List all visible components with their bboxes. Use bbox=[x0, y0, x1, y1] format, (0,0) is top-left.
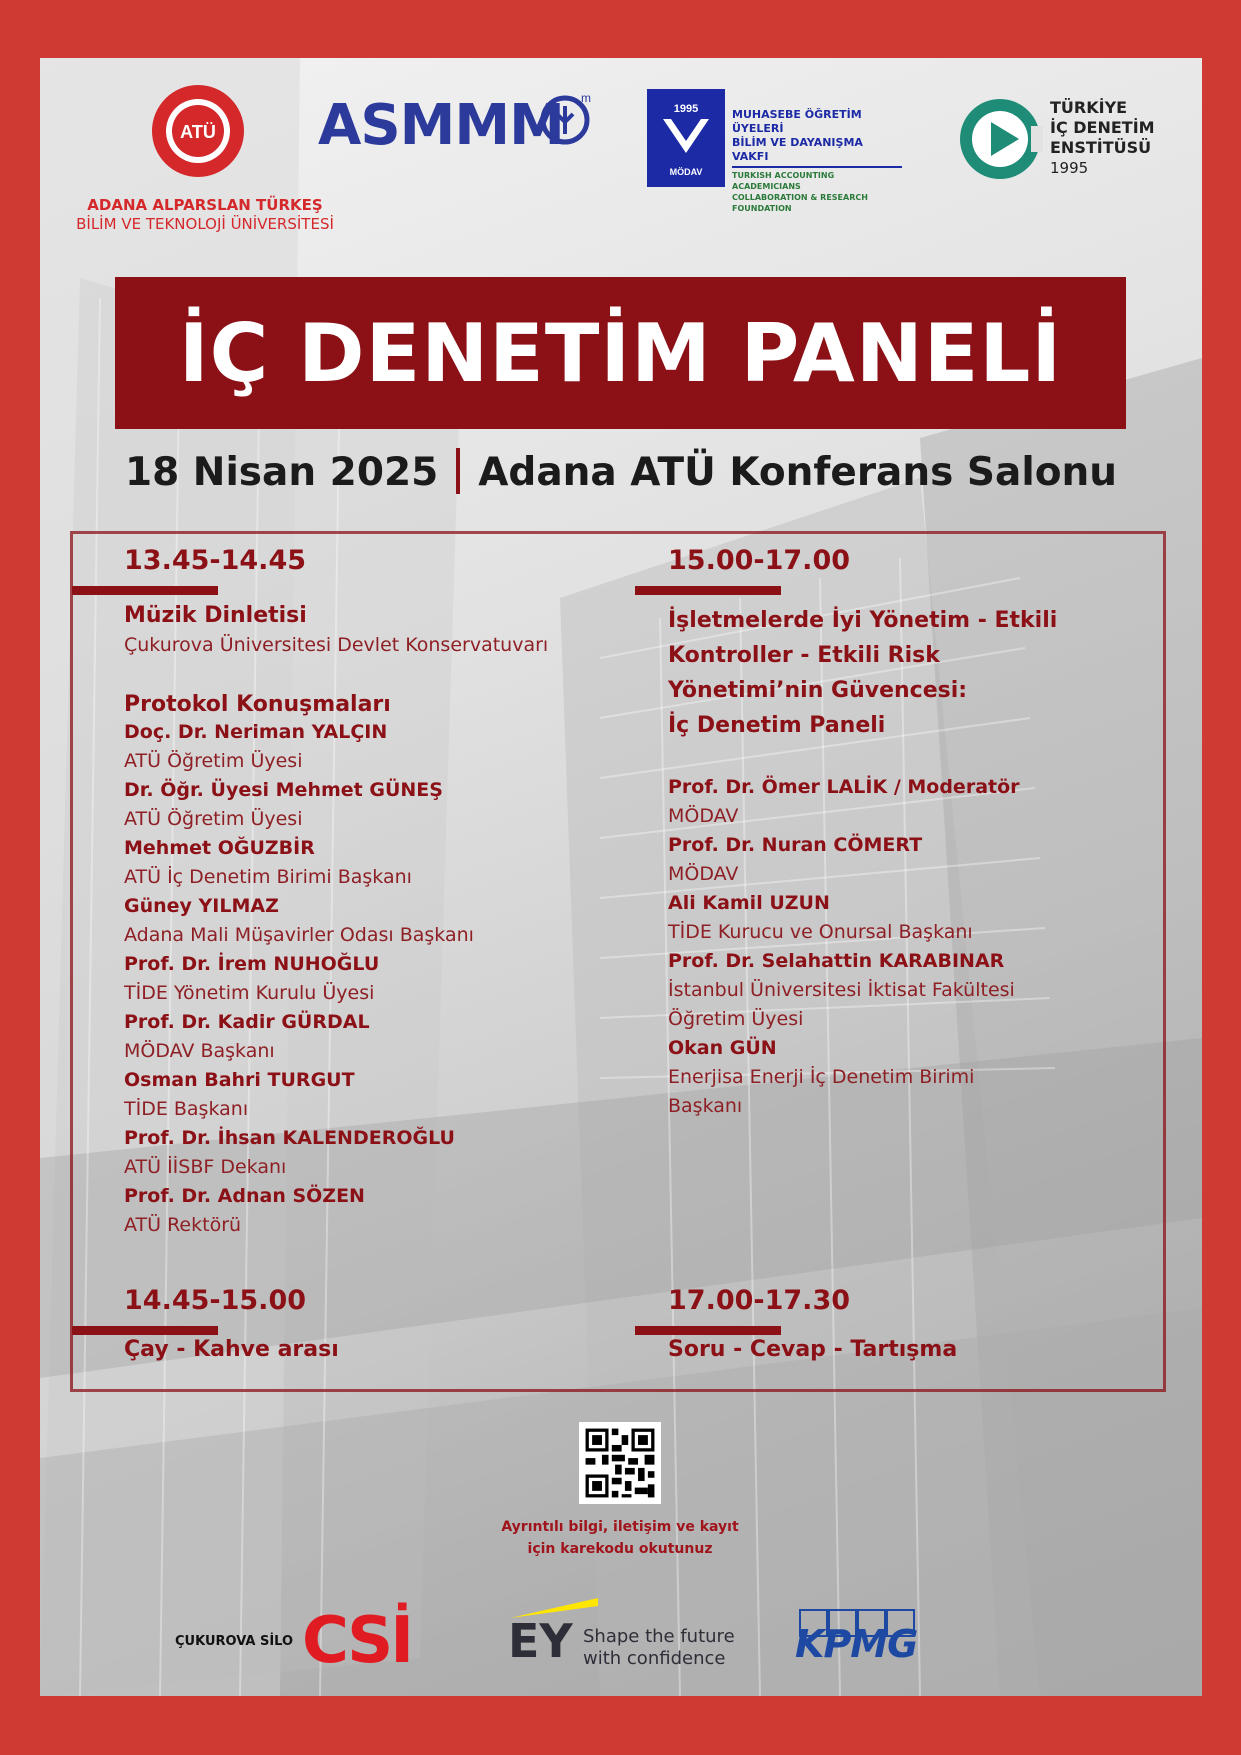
modav-abbr: MÖDAV bbox=[669, 167, 703, 177]
event-venue: Adana ATÜ Konferans Salonu bbox=[478, 450, 1118, 495]
qr-code-icon[interactable] bbox=[579, 1422, 661, 1504]
speaker-name: Doç. Dr. Neriman YALÇIN bbox=[124, 721, 388, 743]
slot-time-3: 14.45-15.00 bbox=[124, 1285, 307, 1316]
speaker-role: ATÜ İç Denetim Birimi Başkanı bbox=[124, 866, 412, 888]
speaker-name: Prof. Dr. İhsan KALENDEROĞLU bbox=[124, 1127, 455, 1149]
speaker-name: Dr. Öğr. Üyesi Mehmet GÜNEŞ bbox=[124, 779, 443, 801]
modav-logo bbox=[647, 89, 725, 187]
panel-title-line: İç Denetim Paneli bbox=[668, 713, 886, 738]
panelist-role: MÖDAV bbox=[668, 805, 739, 827]
speaker-role: TİDE Yönetim Kurulu Üyesi bbox=[124, 982, 375, 1004]
tide-logo-icon bbox=[957, 96, 1043, 182]
csi-logo: CSİ bbox=[302, 1604, 412, 1678]
slot-underline-1 bbox=[72, 586, 218, 595]
protocol-column bbox=[124, 603, 644, 1240]
slot-underline-3 bbox=[72, 1326, 218, 1335]
modav-en-line1: TURKISH ACCOUNTING ACADEMICIANS bbox=[732, 171, 835, 191]
atu-logo bbox=[150, 83, 246, 179]
slot-time-4: 17.00-17.30 bbox=[668, 1285, 851, 1316]
protocol-speaker-list bbox=[124, 718, 644, 1240]
music-title: Müzik Dinletisi bbox=[124, 603, 307, 628]
speaker-role: ATÜ Rektörü bbox=[124, 1214, 242, 1236]
qr-caption-line2: için karekodu okutunuz bbox=[527, 1541, 713, 1557]
speaker-name: Prof. Dr. Kadir GÜRDAL bbox=[124, 1011, 370, 1033]
slot-underline-2 bbox=[635, 586, 781, 595]
panel-title-line: Kontroller - Etkili Risk bbox=[668, 643, 940, 668]
slot-underline-4 bbox=[635, 1326, 781, 1335]
sponsor-logos bbox=[40, 1598, 1202, 1688]
panel-title-line: İşletmelerde İyi Yönetim - Etkili bbox=[668, 608, 1058, 633]
music-performer: Çukurova Üniversitesi Devlet Konservatuvarı bbox=[124, 634, 549, 656]
qr-caption bbox=[420, 1516, 820, 1560]
break-label: Çay - Kahve arası bbox=[124, 1337, 339, 1362]
panelist-role: MÖDAV bbox=[668, 863, 739, 885]
panel-column bbox=[668, 603, 1128, 1121]
event-date-venue bbox=[40, 450, 1202, 498]
speaker-name: Mehmet OĞUZBİR bbox=[124, 837, 315, 859]
protocol-title: Protokol Konuşmaları bbox=[124, 692, 391, 717]
speaker-role: ATÜ İİSBF Dekanı bbox=[124, 1156, 287, 1178]
csi-prefix: ÇUKUROVA SİLO bbox=[175, 1634, 294, 1649]
modav-tr-line2: BİLİM VE DAYANIŞMA VAKFI bbox=[732, 136, 863, 163]
modav-mark-icon bbox=[661, 117, 711, 157]
speaker-name: Prof. Dr. Adnan SÖZEN bbox=[124, 1185, 365, 1207]
ey-logo: EY bbox=[508, 1614, 573, 1668]
speaker-role: Adana Mali Müşavirler Odası Başkanı bbox=[124, 924, 474, 946]
atu-name-line1: ADANA ALPARSLAN TÜRKEŞ bbox=[87, 196, 323, 214]
panelist-name: Prof. Dr. Ömer LALİK / Moderatör bbox=[668, 776, 1020, 798]
speaker-name: Osman Bahri TURGUT bbox=[124, 1069, 355, 1091]
qa-label: Soru - Cevap - Tartışma bbox=[668, 1337, 958, 1362]
modav-en-line2: COLLABORATION & RESEARCH FOUNDATION bbox=[732, 193, 868, 213]
panelist-name: Prof. Dr. Selahattin KARABINAR bbox=[668, 950, 1005, 972]
qr-caption-line1: Ayrıntılı bilgi, iletişim ve kayıt bbox=[501, 1519, 739, 1535]
panelist-role: Enerjisa Enerji İç Denetim Birimi Başkanı bbox=[668, 1066, 975, 1117]
speaker-role: ATÜ Öğretim Üyesi bbox=[124, 750, 303, 772]
speaker-name: Güney YILMAZ bbox=[124, 895, 279, 917]
asmmmo-logo: ASMMM bbox=[318, 93, 564, 158]
panelist-role: TİDE Kurucu ve Onursal Başkanı bbox=[668, 921, 973, 943]
modav-tr-line1: MUHASEBE ÖĞRETİM ÜYELERİ bbox=[732, 108, 862, 135]
panelist-name: Ali Kamil UZUN bbox=[668, 892, 830, 914]
modav-year: 1995 bbox=[673, 103, 699, 115]
panelist-name: Okan GÜN bbox=[668, 1037, 777, 1059]
tide-line1: TÜRKİYE bbox=[1050, 98, 1128, 117]
tide-line2: İÇ DENETİM bbox=[1050, 118, 1155, 137]
tide-year: 1995 bbox=[1050, 159, 1089, 177]
speaker-role: TİDE Başkanı bbox=[124, 1098, 249, 1120]
panelist-role: İstanbul Üniversitesi İktisat Fakültesi Öğretim Üyesi bbox=[668, 979, 1015, 1030]
panelist-name: Prof. Dr. Nuran CÖMERT bbox=[668, 834, 923, 856]
svg-text:m: m bbox=[581, 91, 591, 105]
poster bbox=[40, 58, 1202, 1696]
atu-name-line2: BİLİM VE TEKNOLOJİ ÜNİVERSİTESİ bbox=[76, 215, 334, 233]
panel-title-line: Yönetimi’nin Güvencesi: bbox=[668, 678, 968, 703]
ey-tagline-line2: with confidence bbox=[583, 1648, 726, 1669]
event-date: 18 Nisan 2025 bbox=[124, 450, 439, 495]
slot-time-2: 15.00-17.00 bbox=[668, 545, 851, 576]
page-title: İÇ DENETİM PANELİ bbox=[115, 277, 1126, 429]
kpmg-logo: KPMG bbox=[795, 1622, 918, 1666]
ey-tagline-line1: Shape the future bbox=[583, 1626, 735, 1647]
tide-line3: ENSTİTÜSÜ bbox=[1050, 138, 1152, 157]
speaker-role: ATÜ Öğretim Üyesi bbox=[124, 808, 303, 830]
speaker-name: Prof. Dr. İrem NUHOĞLU bbox=[124, 953, 380, 975]
slot-time-1: 13.45-14.45 bbox=[124, 545, 307, 576]
separator-bar bbox=[456, 448, 460, 494]
asmmmo-emblem-icon bbox=[537, 88, 597, 148]
atu-badge-text: ATÜ bbox=[180, 122, 216, 142]
header-logos bbox=[40, 58, 1202, 258]
speaker-role: MÖDAV Başkanı bbox=[124, 1040, 275, 1062]
